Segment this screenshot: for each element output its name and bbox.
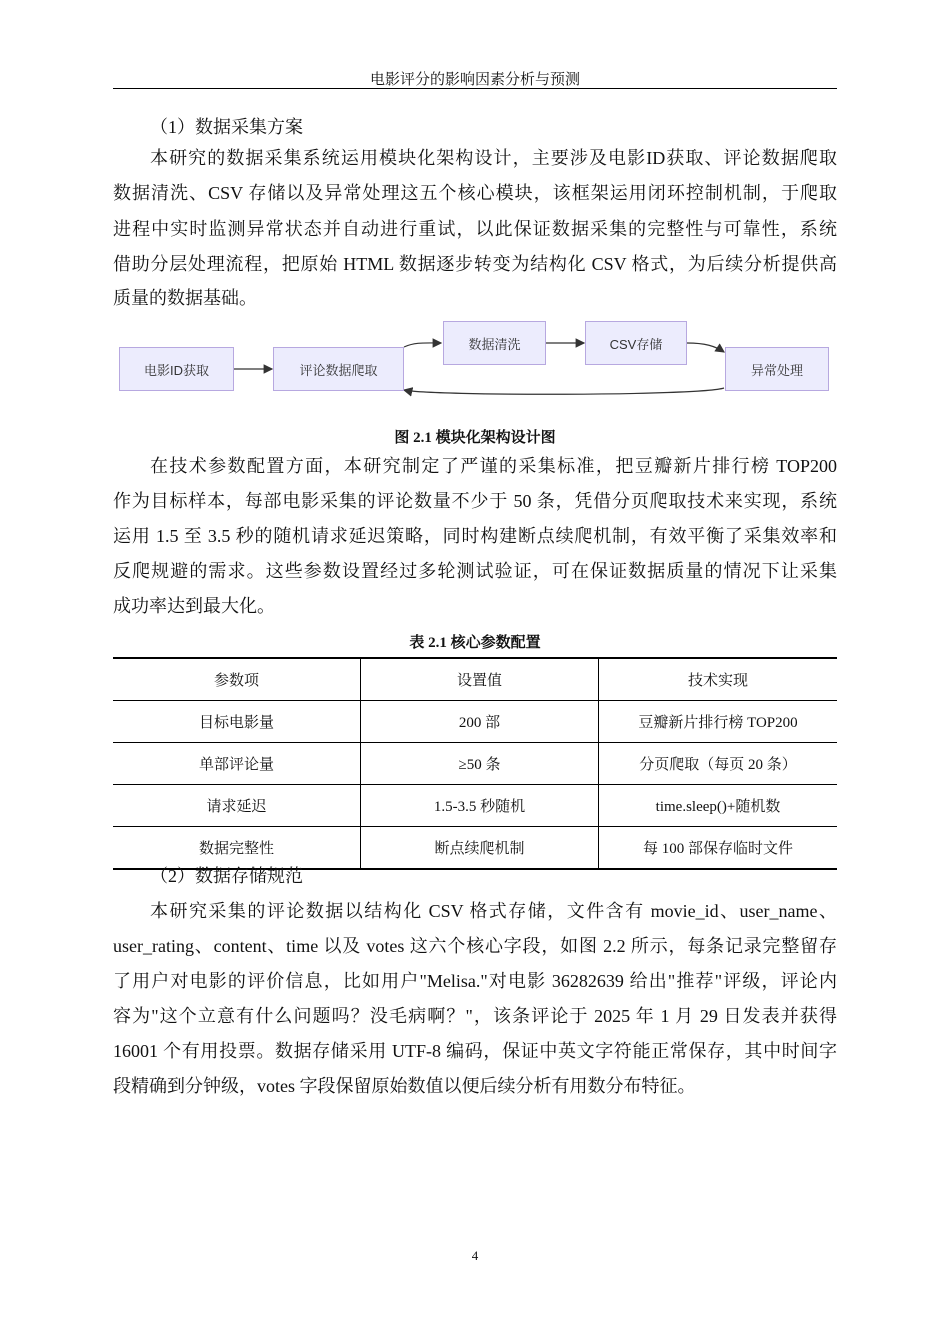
table-cell: 请求延迟 [113,785,361,827]
table-cell: 目标电影量 [113,701,361,743]
section-heading: （2）数据存储规范 [150,866,303,886]
paragraph-line: 质量的数据基础。 [113,288,257,308]
arrow [687,343,724,352]
paragraph-line: 借助分层处理流程，把原始 HTML 数据逐步转变为结构化 CSV 格式，为后续分析提供高 [113,254,837,274]
page-number: 4 [471,1248,479,1263]
table-row [113,701,837,743]
arrow [404,343,441,347]
table-row [113,743,837,785]
paragraph-line: 数据清洗、CSV 存储以及异常处理这五个核心模块，该框架运用闭环控制机制，于爬取 [113,183,837,203]
table-cell: 断点续爬机制 [361,827,599,870]
node-exception: 异常处理 [725,347,829,391]
paragraph-line: 作为目标样本，每部电影采集的评论数量不少于 50 条，凭借分页爬取技术来实现，系统 [113,491,837,511]
paragraph-line: 运用 1.5 至 3.5 秒的随机请求延迟策略，同时构建断点续爬机制，有效平衡了采集效率和 [113,526,837,546]
figure-caption: 图 2.1 模块化架构设计图 [394,430,556,446]
table-cell: 分页爬取（每页 20 条） [599,743,838,785]
table-cell: 1.5-3.5 秒随机 [361,785,599,827]
table-cell: 数据完整性 [113,827,361,870]
table-cell: 200 部 [361,701,599,743]
paragraph-line: 进程中实时监测异常状态并自动进行重试，以此保证数据采集的完整性与可靠性，系统 [113,219,837,239]
paragraph-line: 了用户对电影的评价信息，比如用户"Melisa."对电影 36282639 给出"推荐"评级，评论内 [113,971,837,991]
paragraph-line: 反爬规避的需求。这些参数设置经过多轮测试验证，可在保证数据质量的情况下让采集 [113,561,837,581]
table-row [113,785,837,827]
arrow [404,388,724,394]
table-cell: 豆瓣新片排行榜 TOP200 [599,701,838,743]
paragraph-line: 16001 个有用投票。数据存储采用 UTF-8 编码，保证中英文字符能正常保存，其中时间字 [113,1041,837,1061]
parameter-table [113,657,837,870]
paragraph-line: 成功率达到最大化。 [113,596,275,616]
header-cell: 参数项 [113,658,361,701]
paragraph-line: 本研究的数据采集系统运用模块化架构设计，主要涉及电影ID获取、评论数据爬取 [150,148,837,168]
header-cell: 技术实现 [599,658,838,701]
table-cell: 每 100 部保存临时文件 [599,827,838,870]
paragraph-line: 容为"这个立意有什么问题吗？没毛病啊？"，该条评论于 2025 年 1 月 29 日发表并获得 [113,1006,837,1026]
paragraph-line: 在技术参数配置方面，本研究制定了严谨的采集标准，把豆瓣新片排行榜 TOP200 [150,456,837,476]
table-cell: 单部评论量 [113,743,361,785]
node-data-clean: 数据清洗 [443,321,546,365]
node-movie-id: 电影ID获取 [119,347,234,391]
table-caption: 表 2.1 核心参数配置 [409,635,541,651]
section-heading: （1）数据采集方案 [150,117,303,137]
table-cell: time.sleep()+随机数 [599,785,838,827]
paragraph-line: user_rating、content、time 以及 votes 这六个核心字段，如图 2.2 所示，每条记录完整留存 [113,936,837,956]
running-header: 电影评分的影响因素分析与预测 [369,72,580,88]
node-comment-crawl: 评论数据爬取 [273,347,404,391]
table-header-row [113,658,837,701]
paragraph-line: 本研究采集的评论数据以结构化 CSV 格式存储，文件含有 movie_id、user_name、 [150,901,837,921]
node-csv-store: CSV存储 [585,321,687,365]
paragraph-line: 段精确到分钟级，votes 字段保留原始数值以便后续分析有用数分布特征。 [113,1076,696,1096]
table-cell: ≥50 条 [361,743,599,785]
header-cell: 设置值 [361,658,599,701]
